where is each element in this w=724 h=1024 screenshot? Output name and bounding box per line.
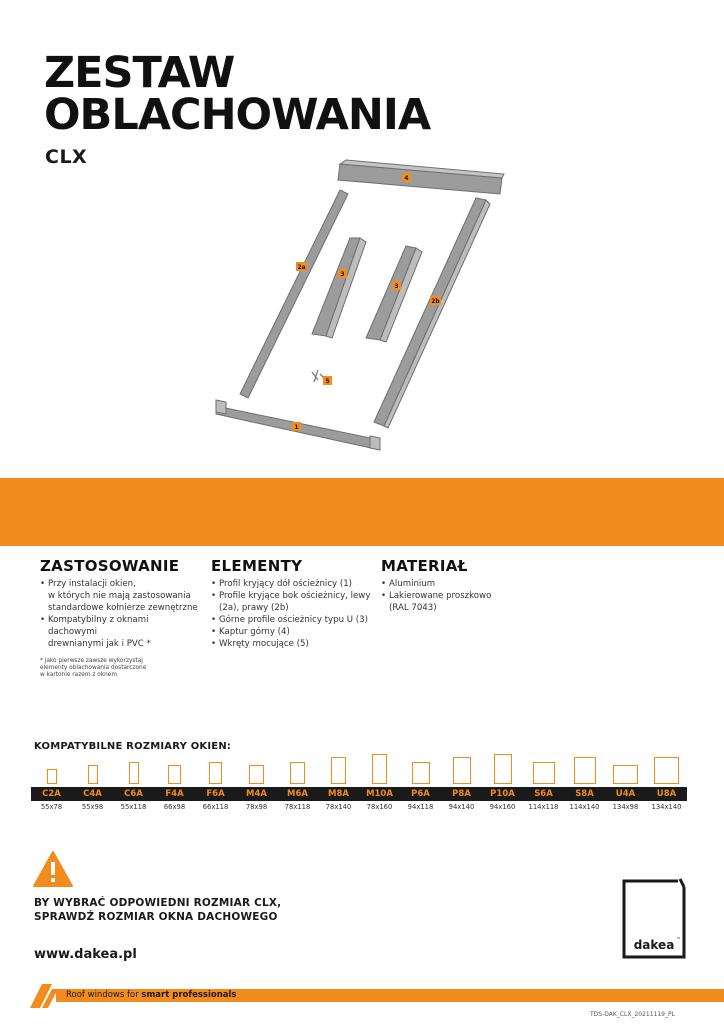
window-outline-icon <box>533 762 555 784</box>
list-item: • Profil kryjący dół ościeżnicy (1) <box>211 578 376 590</box>
orange-band <box>0 478 724 546</box>
window-outline-icon <box>47 769 57 784</box>
size-code: S8A <box>564 787 605 801</box>
window-shape-box <box>523 752 564 787</box>
size-cell-c4a <box>72 752 113 811</box>
size-cell-m8a <box>318 752 359 811</box>
label-3-right: 3 <box>394 283 399 290</box>
size-dimensions: 78x160 <box>366 803 393 811</box>
size-cell-p10a <box>482 752 523 811</box>
sizes-table <box>31 752 694 811</box>
size-dimensions: 94x160 <box>489 803 516 811</box>
size-cell-p8a <box>441 752 482 811</box>
list-item: • Kaptur górny (4) <box>211 626 376 638</box>
size-code: P10A <box>482 787 523 801</box>
size-dimensions: 66x118 <box>202 803 229 811</box>
size-dimensions: 55x118 <box>120 803 147 811</box>
warning-line-2: SPRAWDŹ ROZMIAR OKNA DACHOWEGO <box>34 911 278 923</box>
window-shape-box <box>113 752 154 787</box>
size-cell-u4a <box>605 752 646 811</box>
footer-tagline <box>66 989 236 1002</box>
title-line-2: OBLACHOWANIA <box>44 90 431 140</box>
size-cell-m6a <box>277 752 318 811</box>
window-shape-box <box>154 752 195 787</box>
list-zastosowanie <box>40 578 200 650</box>
size-code: C2A <box>31 787 72 801</box>
heading-elementy: ELEMENTY <box>211 557 303 575</box>
window-shape-box <box>31 752 72 787</box>
warning-line-1: BY WYBRAĆ ODPOWIEDNI ROZMIAR CLX, <box>34 897 282 909</box>
column-elementy <box>211 557 376 650</box>
window-shape-box <box>359 752 400 787</box>
size-dimensions: 94x140 <box>448 803 475 811</box>
window-shape-box <box>277 752 318 787</box>
heading-material: MATERIAŁ <box>381 557 468 575</box>
window-shape-box <box>482 752 523 787</box>
column-zastosowanie <box>40 557 200 679</box>
window-outline-icon <box>209 762 222 784</box>
size-cell-c6a <box>113 752 154 811</box>
window-outline-icon <box>168 765 181 784</box>
window-outline-icon <box>290 762 305 784</box>
window-outline-icon <box>88 765 98 784</box>
size-code: U4A <box>605 787 646 801</box>
list-item: • Lakierowane proszkowo (RAL 7043) <box>381 590 531 614</box>
label-2a: 2a <box>297 264 306 271</box>
size-code: M10A <box>359 787 400 801</box>
list-item: • Aluminium <box>381 578 531 590</box>
tagline-bold: smart professionals <box>141 990 237 1000</box>
label-1: 1 <box>294 424 299 431</box>
logo-tm: ™ <box>676 937 681 943</box>
warning-message <box>34 896 281 924</box>
list-item: • Przy instalacji okien, w których nie mają zastosowania standardowe kołnierze zewnętrzne <box>40 578 200 614</box>
footer-slash-icon <box>28 984 58 1008</box>
window-shape-box <box>564 752 605 787</box>
size-cell-f6a <box>195 752 236 811</box>
size-cell-u8a <box>646 752 687 811</box>
list-material <box>381 578 531 614</box>
window-shape-box <box>72 752 113 787</box>
size-code: F6A <box>195 787 236 801</box>
warning-triangle-icon <box>32 850 74 888</box>
window-shape-box <box>400 752 441 787</box>
list-elementy <box>211 578 376 650</box>
window-shape-box <box>605 752 646 787</box>
size-dimensions: 94x118 <box>407 803 434 811</box>
size-code: S6A <box>523 787 564 801</box>
list-item: • Wkręty mocujące (5) <box>211 638 376 650</box>
size-dimensions: 134x98 <box>612 803 639 811</box>
size-dimensions: 66x98 <box>163 803 186 811</box>
label-2b: 2b <box>431 298 440 305</box>
size-code: U8A <box>646 787 687 801</box>
label-5: 5 <box>325 378 330 385</box>
title-line-1: ZESTAW <box>44 48 235 98</box>
size-code: C4A <box>72 787 113 801</box>
window-outline-icon <box>613 765 638 784</box>
footnote: * jako pierwsze zawsze wykorzystaj elementy oblachowania dostarczone w kartonie razem z oknem <box>40 658 147 678</box>
size-code: P8A <box>441 787 482 801</box>
size-code: F4A <box>154 787 195 801</box>
list-item: • Profile kryjące bok ościeżnicy, lewy (2a), prawy (2b) <box>211 590 376 614</box>
page-title <box>44 48 431 140</box>
size-cell-s6a <box>523 752 564 811</box>
size-cell-p6a <box>400 752 441 811</box>
logo-text: dakea <box>633 938 675 952</box>
window-outline-icon <box>654 757 679 784</box>
window-outline-icon <box>494 754 512 784</box>
size-dimensions: 55x98 <box>81 803 104 811</box>
list-item: • Górne profile ościeżnicy typu U (3) <box>211 614 376 626</box>
window-outline-icon <box>129 762 139 784</box>
size-cell-s8a <box>564 752 605 811</box>
window-shape-box <box>236 752 277 787</box>
sizes-title: KOMPATYBILNE ROZMIARY OKIEN: <box>34 741 232 752</box>
label-4: 4 <box>404 175 409 182</box>
size-code: M4A <box>236 787 277 801</box>
list-item: • Kompatybilny z oknami dachowymi drewnianymi jak i PVC * <box>40 614 200 650</box>
size-dimensions: 78x98 <box>245 803 268 811</box>
window-shape-box <box>318 752 359 787</box>
size-dimensions: 114x118 <box>528 803 559 811</box>
size-code: M8A <box>318 787 359 801</box>
size-cell-c2a <box>31 752 72 811</box>
window-outline-icon <box>372 754 387 784</box>
size-cell-m10a <box>359 752 400 811</box>
dakea-logo <box>620 877 688 961</box>
size-dimensions: 134x140 <box>651 803 682 811</box>
product-code: CLX <box>45 146 88 168</box>
label-3-left: 3 <box>340 271 345 278</box>
window-shape-box <box>646 752 687 787</box>
size-code: M6A <box>277 787 318 801</box>
size-dimensions: 55x78 <box>40 803 63 811</box>
window-outline-icon <box>453 757 471 784</box>
column-material <box>381 557 531 614</box>
heading-zastosowanie: ZASTOSOWANIE <box>40 557 180 575</box>
window-outline-icon <box>249 765 264 784</box>
window-shape-box <box>195 752 236 787</box>
size-dimensions: 114x140 <box>569 803 600 811</box>
size-cell-m4a <box>236 752 277 811</box>
window-outline-icon <box>574 757 596 784</box>
window-outline-icon <box>412 762 430 784</box>
window-shape-box <box>441 752 482 787</box>
website-link[interactable]: www.dakea.pl <box>34 947 137 962</box>
size-cell-f4a <box>154 752 195 811</box>
size-dimensions: 78x140 <box>325 803 352 811</box>
size-dimensions: 78x118 <box>284 803 311 811</box>
sizes-row <box>31 752 694 811</box>
window-outline-icon <box>331 757 346 784</box>
flashing-kit-illustration <box>200 150 520 460</box>
document-code: TDS-DAK_CLX_20211119_PL <box>590 1011 675 1018</box>
size-code: C6A <box>113 787 154 801</box>
tagline-prefix: Roof windows for <box>66 990 142 1000</box>
size-code: P6A <box>400 787 441 801</box>
